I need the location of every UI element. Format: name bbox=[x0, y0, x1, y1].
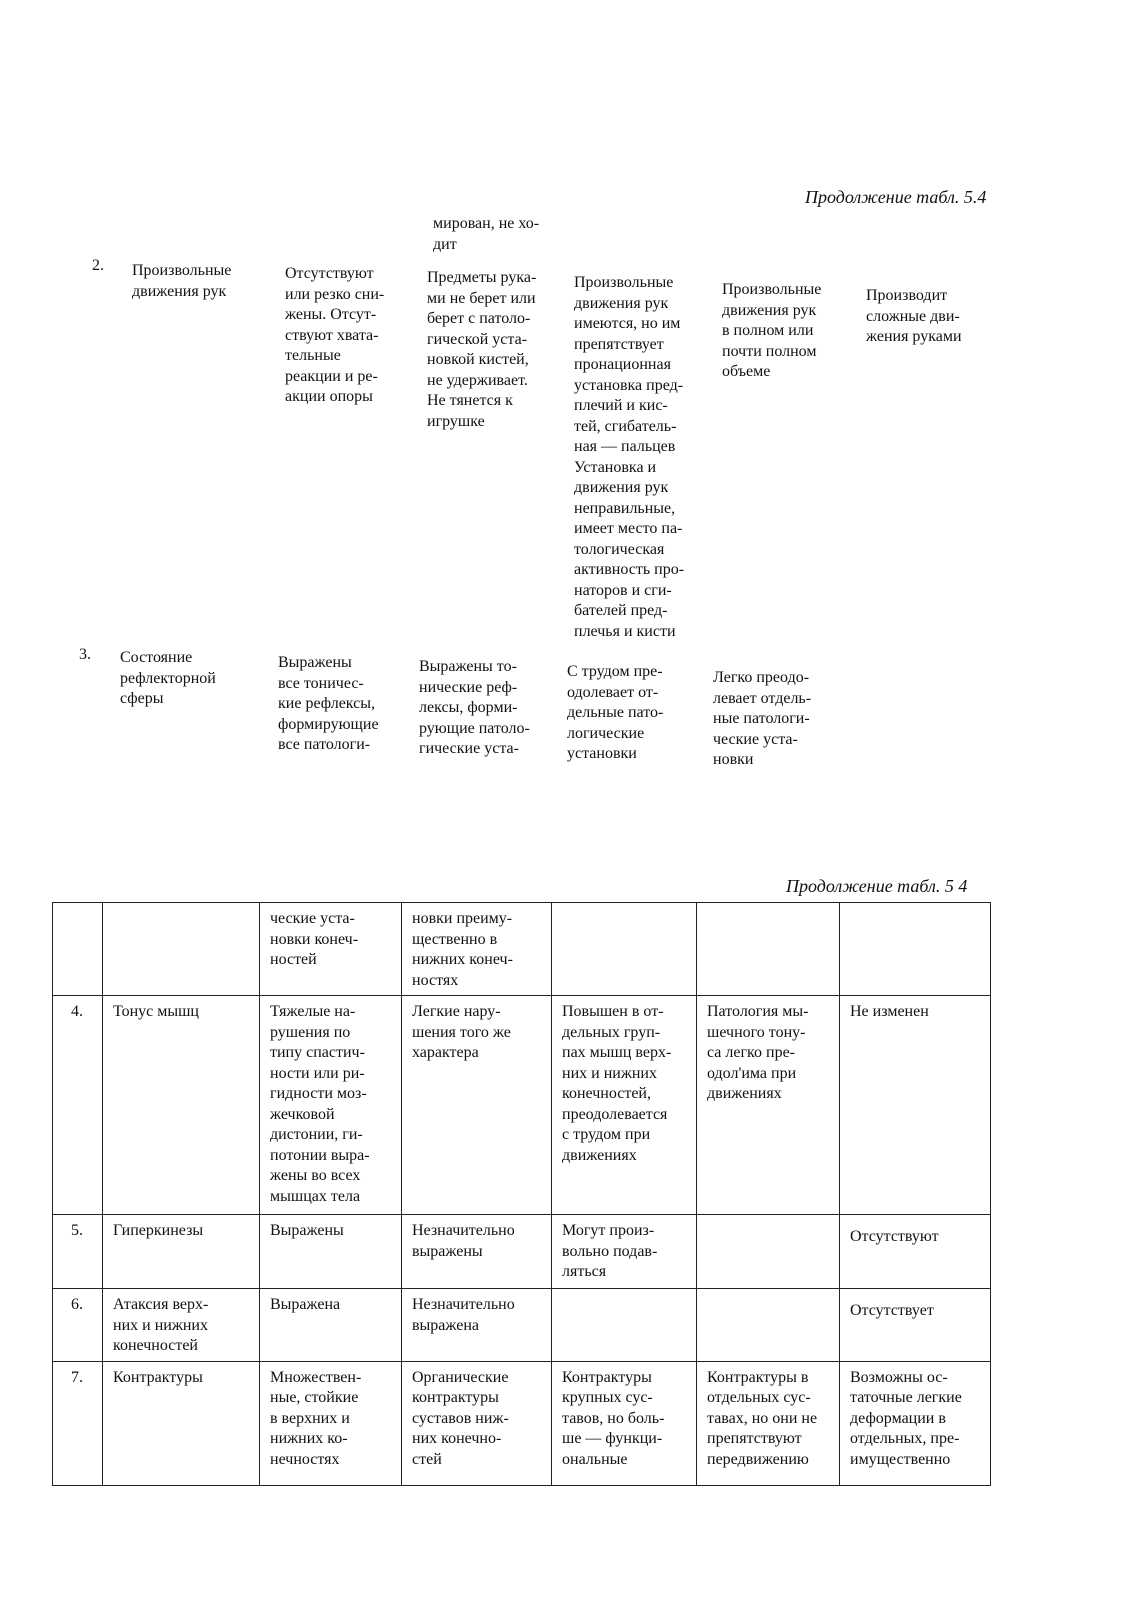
table-cell: Легкие нару- шения того же характера bbox=[402, 996, 552, 1215]
table-cell bbox=[840, 903, 991, 996]
row-name: Гиперкинезы bbox=[103, 1215, 260, 1289]
table-cell bbox=[697, 1289, 840, 1362]
table-caption-bottom: Продолжение табл. 5 4 bbox=[786, 876, 968, 896]
table-cell: новки преиму- щественно в нижних конеч- ностях bbox=[402, 903, 552, 996]
table-row bbox=[53, 1215, 991, 1289]
table-cell: Возможны ос- таточные легкие деформации в отдельных, пре- имущественно bbox=[840, 1361, 991, 1485]
table-cell bbox=[552, 1289, 697, 1362]
table-row bbox=[53, 1289, 991, 1362]
row-name: Тонус мышц bbox=[103, 996, 260, 1215]
row-number: 3. bbox=[79, 646, 91, 663]
table-cell: Отсутствуют bbox=[840, 1215, 991, 1289]
table-cell: Выражены bbox=[260, 1215, 402, 1289]
table-cell: Выражены то- нические реф- лексы, форми- рующие патоло- гические уста- bbox=[419, 658, 530, 757]
table-cell: Тяжелые на- рушения по типу спастич- ности или ри- гидности моз- жечковой дистонии, ги- потонии выра- жены во всех мышцах тела bbox=[260, 996, 402, 1215]
table-cell: Органические контрактуры суставов ниж- них конечно- стей bbox=[402, 1361, 552, 1485]
row-name: Атаксия верх- них и нижних конечностей bbox=[103, 1289, 260, 1362]
table-cell: ческие уста- новки конеч- ностей bbox=[260, 903, 402, 996]
continuation-table bbox=[52, 902, 991, 1486]
table-caption-top: Продолжение табл. 5.4 bbox=[805, 187, 987, 207]
table-cell: Контрактуры крупных сус- тавов, но боль- ше — функци- ональные bbox=[552, 1361, 697, 1485]
row-number: 5. bbox=[53, 1215, 103, 1289]
continued-text: мирован, не хо- дит bbox=[433, 215, 540, 253]
row-name: Произвольные движения рук bbox=[132, 262, 232, 300]
table-cell bbox=[697, 903, 840, 996]
table-cell: Произвольные движения рук в полном или почти полном объеме bbox=[722, 281, 822, 380]
table-cell: Незначительно выражена bbox=[402, 1289, 552, 1362]
row-number: 4. bbox=[53, 996, 103, 1215]
table-cell: Производит сложные дви- жения руками bbox=[866, 287, 962, 345]
row-number: 2. bbox=[92, 257, 104, 274]
table-cell bbox=[552, 903, 697, 996]
table-cell: С трудом пре- одолевает от- дельные пато- логические установки bbox=[567, 663, 664, 762]
table-cell: Могут произ- вольно подав- ляться bbox=[552, 1215, 697, 1289]
table-cell: Отсутствуют или резко сни- жены. Отсут- ствуют хвата- тельные реакции и ре- акции опоры bbox=[285, 265, 385, 405]
row-number: 7. bbox=[53, 1361, 103, 1485]
table-cell: Предметы рука- ми не берет или берет с патоло- гической уста- новкой кистей, не удерживает. Не тянется к игрушке bbox=[427, 269, 537, 430]
table-cell: Выражена bbox=[260, 1289, 402, 1362]
table-cell: Отсутствует bbox=[840, 1289, 991, 1362]
row-number bbox=[53, 903, 103, 996]
table-row bbox=[53, 903, 991, 996]
table-cell: Множествен- ные, стойкие в верхних и нижних ко- нечностях bbox=[260, 1361, 402, 1485]
table-row bbox=[53, 1361, 991, 1485]
row-name: Контрактуры bbox=[103, 1361, 260, 1485]
table-cell: Незначительно выражены bbox=[402, 1215, 552, 1289]
table-cell: Контрактуры в отдельных сус- тавах, но они не препятствуют передвижению bbox=[697, 1361, 840, 1485]
table-cell: Не изменен bbox=[840, 996, 991, 1215]
table-cell: Произвольные движения рук имеются, но им препятствует пронационная установка пред- плечий и кис- тей, сгибатель- ная — пальцев Установка и движения рук неправильные, имеет место па- тологическая активность про- наторов и сги- бателей пред- плечья и кисти bbox=[574, 274, 685, 640]
table-cell: Повышен в от- дельных груп- пах мышц верх- них и нижних конечностей, преодолевается с трудом при движениях bbox=[552, 996, 697, 1215]
row-number: 6. bbox=[53, 1289, 103, 1362]
table-cell: Легко преодо- левает отдель- ные патологи- ческие уста- новки bbox=[713, 669, 812, 768]
row-name bbox=[103, 903, 260, 996]
table-cell bbox=[697, 1215, 840, 1289]
table-cell: Патология мы- шечного тону- са легко пре- одол'има при движениях bbox=[697, 996, 840, 1215]
table-cell: Выражены все тоничес- кие рефлексы, формирующие все патологи- bbox=[278, 654, 379, 753]
row-name: Состояние рефлекторной сферы bbox=[120, 649, 216, 707]
table-row bbox=[53, 996, 991, 1215]
